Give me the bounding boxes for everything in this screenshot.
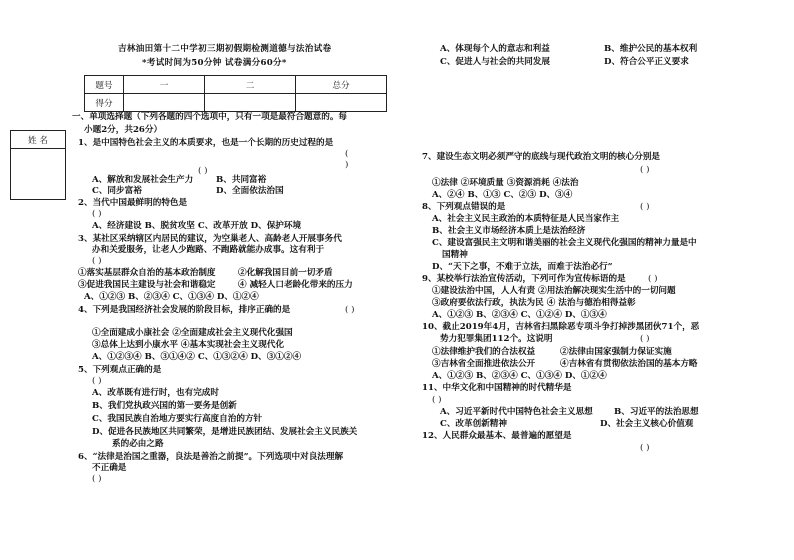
name-label: 姓 名	[11, 131, 66, 149]
question-10-options: A、①②③ B、②③④ C、①③④ D、①②④	[432, 371, 607, 381]
option-c: C、改革创新精神	[440, 419, 507, 429]
answer-paren: ( )	[92, 474, 102, 484]
question-7: 7、建设生态文明必须严守的底线与现代政治文明的核心分别是	[422, 152, 661, 162]
option-b: B、我们党执政兴国的第一要务是创新	[92, 401, 237, 411]
question-6: 6、“法律是治国之重器，良法是善治之前提”。下列选项中对良法理解	[78, 452, 344, 462]
question-9-options: A、①②③ B、②③④ C、①②④ D、①③④	[432, 310, 607, 320]
question-3: 3、某社区采纳辖区内居民的建议，为空巢老人、高龄老人开展事务代	[78, 234, 342, 244]
question-3-cont: 办和关爱服务，让老人少跑路、不跑路就能办成事。这有利于	[92, 245, 325, 255]
statement-2: ②法律由国家强制力保证实施	[560, 347, 672, 357]
option-a: A、体现每个人的意志和利益	[440, 44, 550, 54]
answer-paren: ( )	[640, 334, 650, 344]
section-heading-cont: 小题2分，共26分）	[84, 125, 163, 135]
answer-paren: ( )	[432, 395, 442, 405]
question-10: 10、截止2019年4月，吉林省扫黑除恶专项斗争打掉涉黑团伙71个，恶	[422, 322, 700, 332]
question-8: 8、下列观点错误的是	[422, 202, 506, 212]
option-a: A、社会主义民主政治的本质特征是人民当家作主	[432, 214, 620, 224]
option-d: D、符合公平正义要求	[604, 57, 689, 67]
option-a: A、改革既有进行时，也有完成时	[92, 388, 219, 398]
question-4-options: A、①②③④ B、③①④② C、①③②④ D、③①②④	[92, 352, 302, 362]
exam-subtitle: *考试时间为50分钟 试卷满分60分*	[142, 58, 287, 68]
answer-paren: (	[345, 149, 349, 159]
statement-1: ①落实基层群众自治的基本政治制度	[78, 268, 216, 278]
name-box	[10, 130, 66, 200]
option-b: B、维护公民的基本权利	[604, 44, 698, 54]
question-4-statements: ③总体上达到小康水平 ④基本实现社会主义现代化	[92, 340, 285, 350]
statement-3: ③促进我国民主建设与社会和谐稳定	[78, 280, 216, 290]
score-input-cell[interactable]	[296, 94, 387, 112]
score-input-cell[interactable]	[124, 94, 205, 112]
section-heading: 一、单项选择题（下列各题的四个选项中，只有一项是最符合题意的。每	[72, 112, 348, 122]
question-2: 2、当代中国最鲜明的特色是	[78, 198, 188, 208]
answer-paren: ( )	[345, 305, 355, 315]
score-header-cell: 一	[124, 76, 205, 94]
statement-2: ②化解我国目前一切矛盾	[238, 268, 333, 278]
question-9: 9、某校举行法治宣传活动，下列可作为宣传标语的是	[422, 274, 626, 284]
option-a: A、习近平新时代中国特色社会主义思想	[440, 407, 593, 417]
question-5: 5、下列观点正确的是	[78, 365, 162, 375]
option-d: D、社会主义核心价值观	[600, 419, 694, 429]
question-11: 11、中华文化和中国精神的时代精华是	[422, 383, 572, 393]
option-c: C、促进人与社会的共同发展	[440, 57, 550, 67]
exam-title: 吉林油田第十二中学初三期初假期检测道德与法治试卷	[118, 44, 332, 54]
option-b: B、共同富裕	[216, 175, 267, 185]
option-b: B、习近平的法治思想	[614, 407, 699, 417]
statement-4: ④吉林省有贯彻依法治国的基本方略	[560, 359, 698, 369]
answer-paren: ( )	[92, 256, 102, 266]
question-9-statements: ③政府要依法行政，执法为民 ④ 法治与德治相得益彰	[432, 298, 636, 308]
question-10-cont: 势力犯罪集团112个。这说明	[440, 334, 553, 344]
answer-paren: ( )	[92, 209, 102, 219]
answer-paren: ( )	[92, 376, 102, 386]
name-field[interactable]	[11, 149, 66, 200]
answer-paren: ( )	[640, 165, 650, 175]
answer-paren: ( )	[640, 443, 650, 453]
option-d: D、“天下之事，不难于立法，而难于法治必行”	[432, 262, 613, 272]
answer-paren: ( )	[648, 274, 658, 284]
option-c: C、建设富强民主文明和谐美丽的社会主义现代化强国的精神力量是中	[432, 238, 697, 248]
option-a: A、解放和发展社会生产力	[92, 175, 194, 185]
answer-paren: )	[345, 160, 349, 170]
statement-1: ①法律维护我们的合法权益	[432, 347, 536, 357]
option-d: D、促进各民族地区共同繁荣，是增进民族团结、发展社会主义民族关	[92, 427, 358, 437]
statement-3: ③吉林省全面推进依法公开	[432, 359, 536, 369]
option-b: B、社会主义市场经济本质上是法治经济	[432, 226, 586, 236]
score-input-cell[interactable]	[205, 94, 296, 112]
option-c: C、我国民族自治地方要实行高度自治的方针	[92, 414, 263, 424]
option-c: C、同步富裕	[92, 186, 142, 196]
question-3-options: A、①②③ B、②③④ C、①③④ D、①②④	[84, 292, 259, 302]
option-d-cont: 系的必由之路	[112, 439, 164, 449]
answer-paren: ( )	[198, 166, 208, 176]
score-header-cell: 总分	[296, 76, 387, 94]
statement-4: ④ 减轻人口老龄化带来的压力	[238, 280, 353, 290]
question-9-statements: ①建设法治中国，人人有责 ②用法治解决现实生活中的一切问题	[432, 286, 676, 296]
score-header-cell: 二	[205, 76, 296, 94]
score-label-cell: 得分	[85, 94, 124, 112]
score-header-cell: 题号	[85, 76, 124, 94]
question-12: 12、人民群众最基本、最普遍的愿望是	[422, 431, 572, 441]
option-c-cont: 国精神	[442, 250, 468, 260]
answer-paren: ( )	[640, 202, 650, 212]
question-2-options: A、经济建设 B、脱贫攻坚 C、改革开放 D、保护环境	[92, 221, 302, 231]
option-d: D、全面依法治国	[216, 186, 284, 196]
question-7-options: A、②④ B、①③ C、②③ D、③④	[432, 190, 573, 200]
question-4: 4、下列是我国经济社会发展的阶段目标，排序正确的是	[78, 305, 291, 315]
score-table	[84, 75, 387, 112]
question-1: 1、是中国特色社会主义的本质要求，也是一个长期的历史过程的是	[78, 138, 334, 148]
question-6-cont: 不正确是	[92, 463, 127, 473]
question-4-statements: ①全面建成小康社会 ②全面建成社会主义现代化强国	[92, 328, 293, 338]
question-7-statements: ①法律 ②环境质量 ③资源消耗 ④法治	[432, 178, 579, 188]
